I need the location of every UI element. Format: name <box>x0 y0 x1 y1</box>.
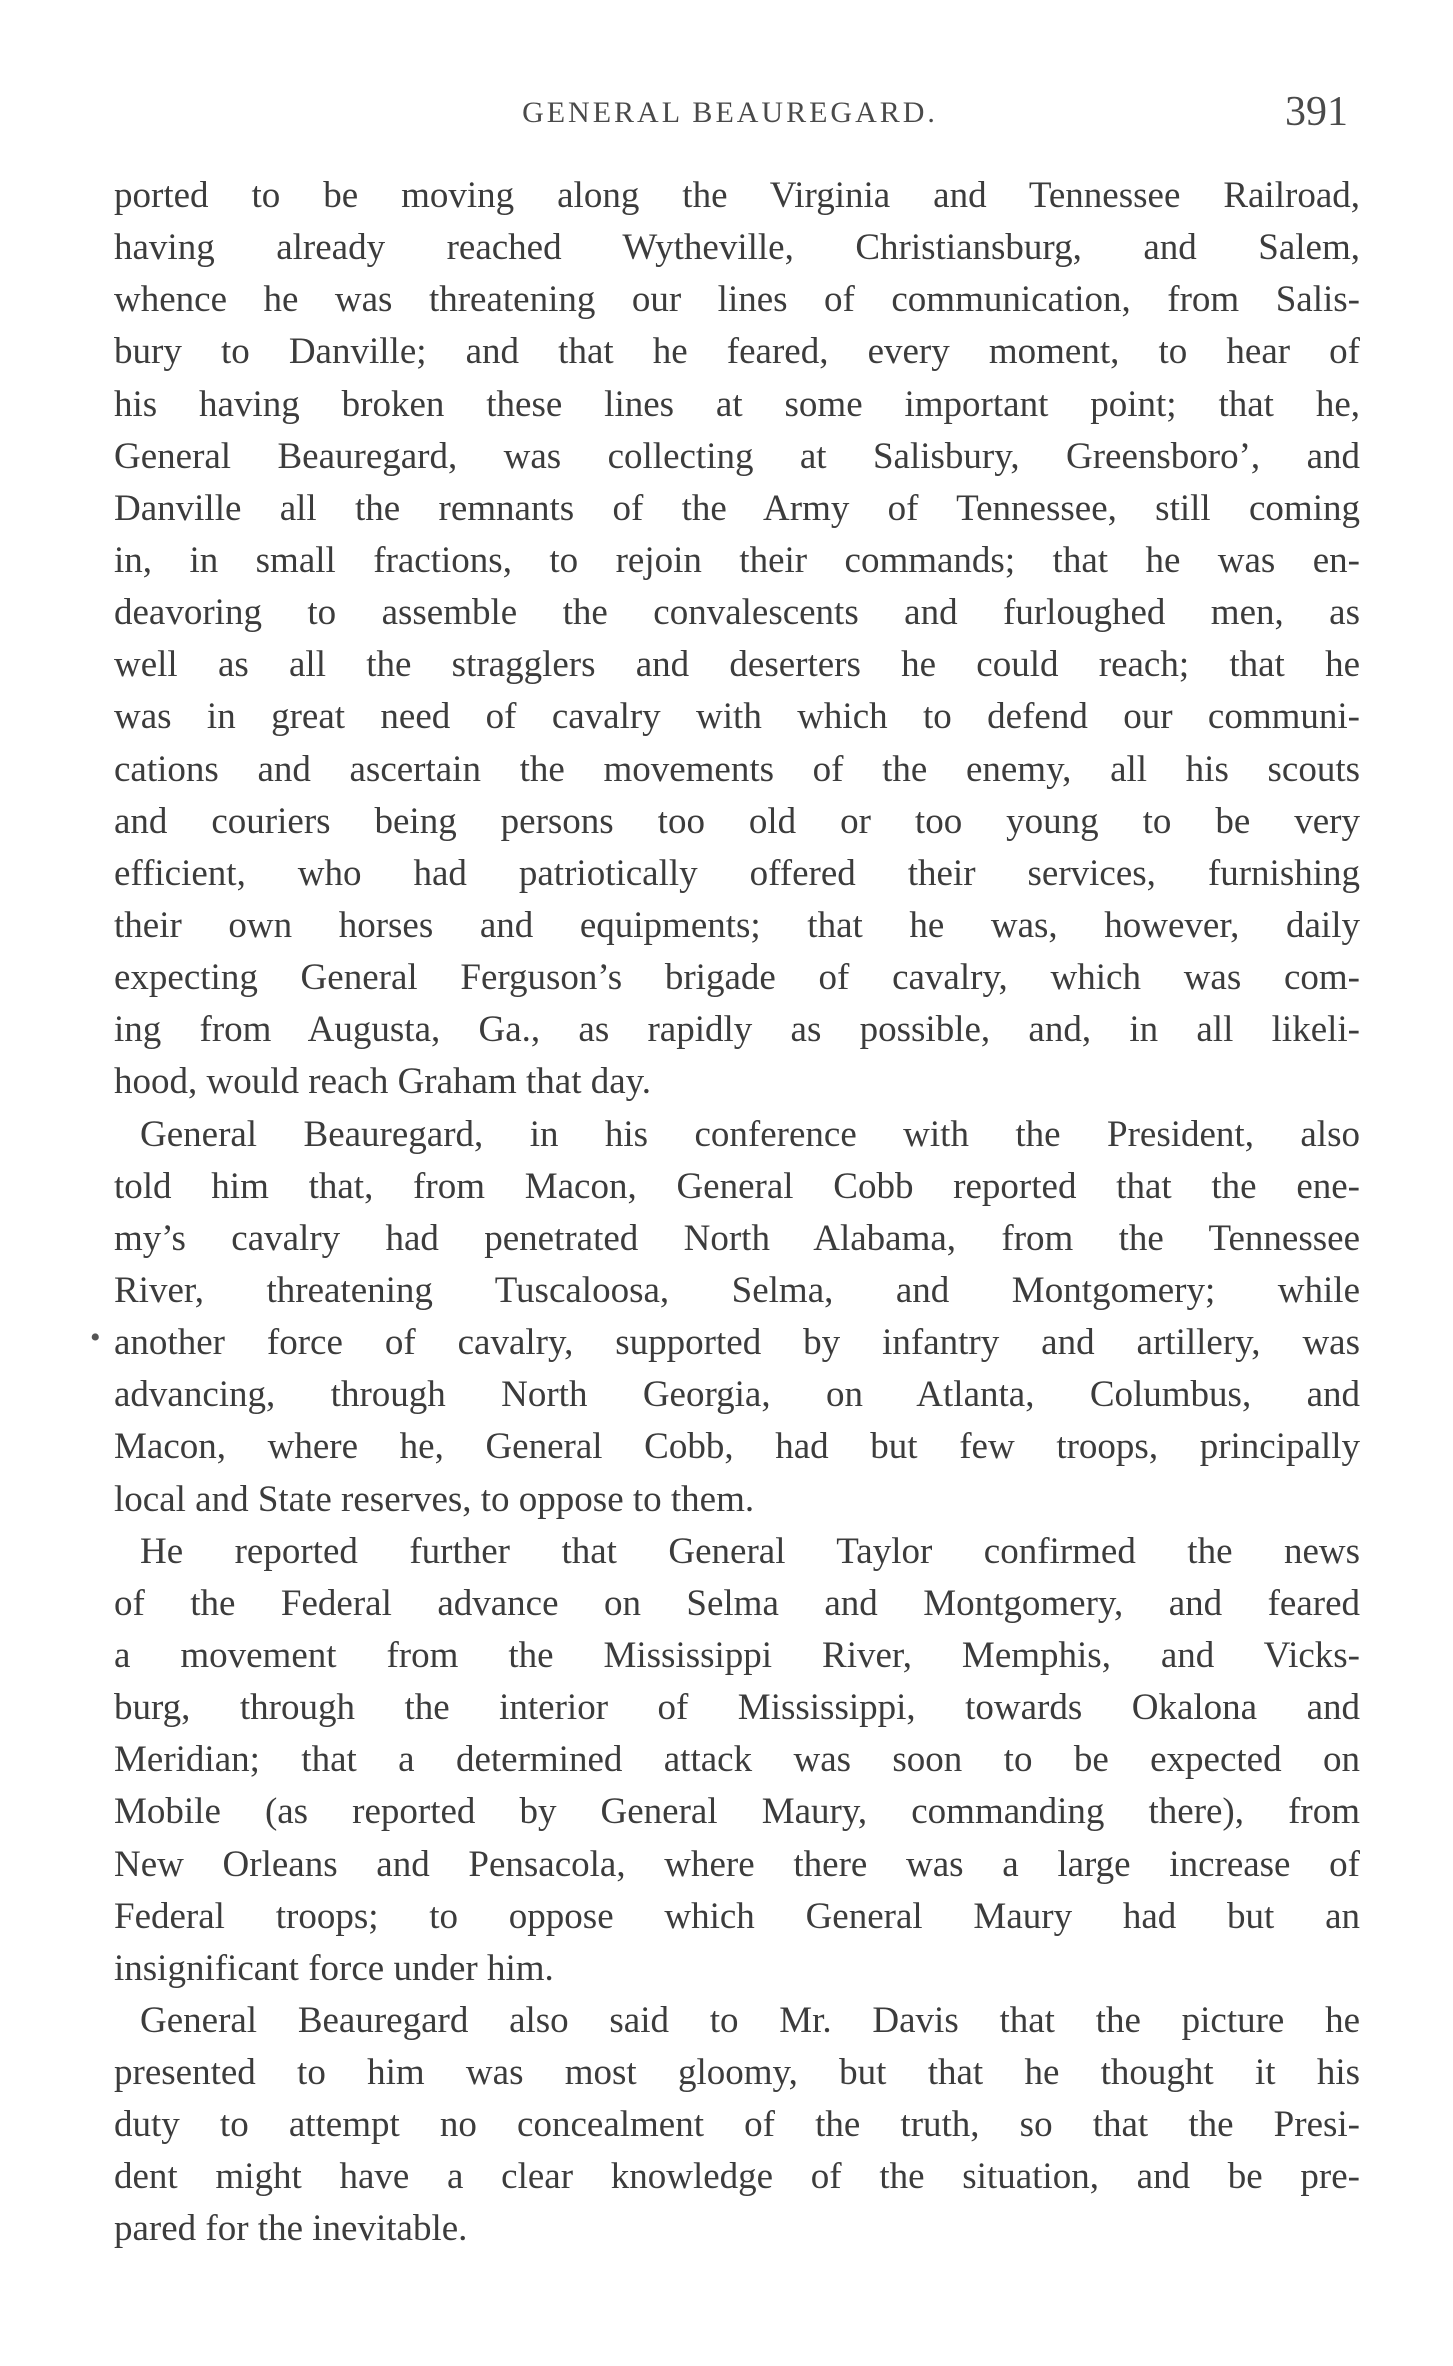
text-line: local and State reserves, to oppose to them. <box>114 1478 755 1520</box>
text-line: River, threatening Tuscaloosa, Selma, and Montgomery; while <box>114 1269 1360 1311</box>
text-line: Danville all the remnants of the Army of Tennessee, still coming <box>114 487 1360 529</box>
text-line: burg, through the interior of Mississippi, towards Okalona and <box>114 1687 1360 1729</box>
text-line: He reported further that General Taylor confirmed the news <box>140 1530 1360 1572</box>
text-line: General Beauregard, was collecting at Salisbury, Greensboro’, and <box>114 435 1360 477</box>
text-line: Mobile (as reported by General Maury, commanding there), from <box>114 1791 1360 1833</box>
text-line: New Orleans and Pensacola, where there was a large increase of <box>114 1843 1360 1885</box>
text-line: in, in small fractions, to rejoin their commands; that he was en- <box>114 539 1360 581</box>
text-line: cations and ascertain the movements of the enemy, all his scouts <box>114 748 1360 790</box>
text-line: advancing, through North Georgia, on Atlanta, Columbus, and <box>114 1374 1360 1416</box>
text-line: my’s cavalry had penetrated North Alabama, from the Tennessee <box>114 1217 1360 1259</box>
text-line: their own horses and equipments; that he was, however, daily <box>114 904 1360 946</box>
text-line: insignificant force under him. <box>114 1947 554 1989</box>
text-line: was in great need of cavalry with which to defend our communi- <box>114 696 1360 738</box>
text-line: General Beauregard also said to Mr. Davis that the picture he <box>140 1999 1360 2041</box>
text-line: of the Federal advance on Selma and Montgomery, and feared <box>114 1582 1360 1624</box>
text-line: pared for the inevitable. <box>114 2208 468 2250</box>
text-line: duty to attempt no concealment of the truth, so that the Presi- <box>114 2104 1360 2146</box>
text-line: whence he was threatening our lines of communication, from Salis- <box>114 279 1360 321</box>
text-line: presented to him was most gloomy, but that he thought it his <box>114 2052 1360 2094</box>
text-line: Federal troops; to oppose which General Maury had but an <box>114 1895 1360 1937</box>
text-line: deavoring to assemble the convalescents and furloughed men, as <box>114 592 1360 634</box>
text-line: a movement from the Mississippi River, Memphis, and Vicks- <box>114 1634 1360 1676</box>
text-line: bury to Danville; and that he feared, every moment, to hear of <box>114 331 1360 373</box>
text-line: expecting General Ferguson’s brigade of cavalry, which was com- <box>114 957 1360 999</box>
text-line: told him that, from Macon, General Cobb reported that the ene- <box>114 1165 1360 1207</box>
text-line: well as all the stragglers and deserters he could reach; that he <box>114 644 1360 686</box>
text-line: efficient, who had patriotically offered their services, furnishing <box>114 852 1360 894</box>
text-line: dent might have a clear knowledge of the situation, and be pre- <box>114 2156 1360 2198</box>
margin-mark: • <box>90 1321 101 1354</box>
text-line: and couriers being persons too old or too young to be very <box>114 800 1360 842</box>
text-line: his having broken these lines at some important point; that he, <box>114 383 1360 425</box>
text-line: ing from Augusta, Ga., as rapidly as possible, and, in all likeli- <box>114 1009 1360 1051</box>
text-line: hood, would reach Graham that day. <box>114 1061 652 1103</box>
text-line: having already reached Wytheville, Christiansburg, and Salem, <box>114 227 1360 269</box>
text-line: Meridian; that a determined attack was soon to be expected on <box>114 1739 1360 1781</box>
running-head <box>112 84 1348 144</box>
page-number: 391 <box>1285 89 1348 135</box>
text-line: Macon, where he, General Cobb, had but few troops, principally <box>114 1426 1360 1468</box>
text-line: another force of cavalry, supported by infantry and artillery, was <box>114 1322 1360 1364</box>
text-line: General Beauregard, in his conference with the President, also <box>140 1113 1360 1155</box>
body-text <box>114 170 1360 2256</box>
running-title: GENERAL BEAUREGARD. <box>522 96 938 129</box>
text-line: ported to be moving along the Virginia and Tennessee Railroad, <box>114 175 1360 216</box>
